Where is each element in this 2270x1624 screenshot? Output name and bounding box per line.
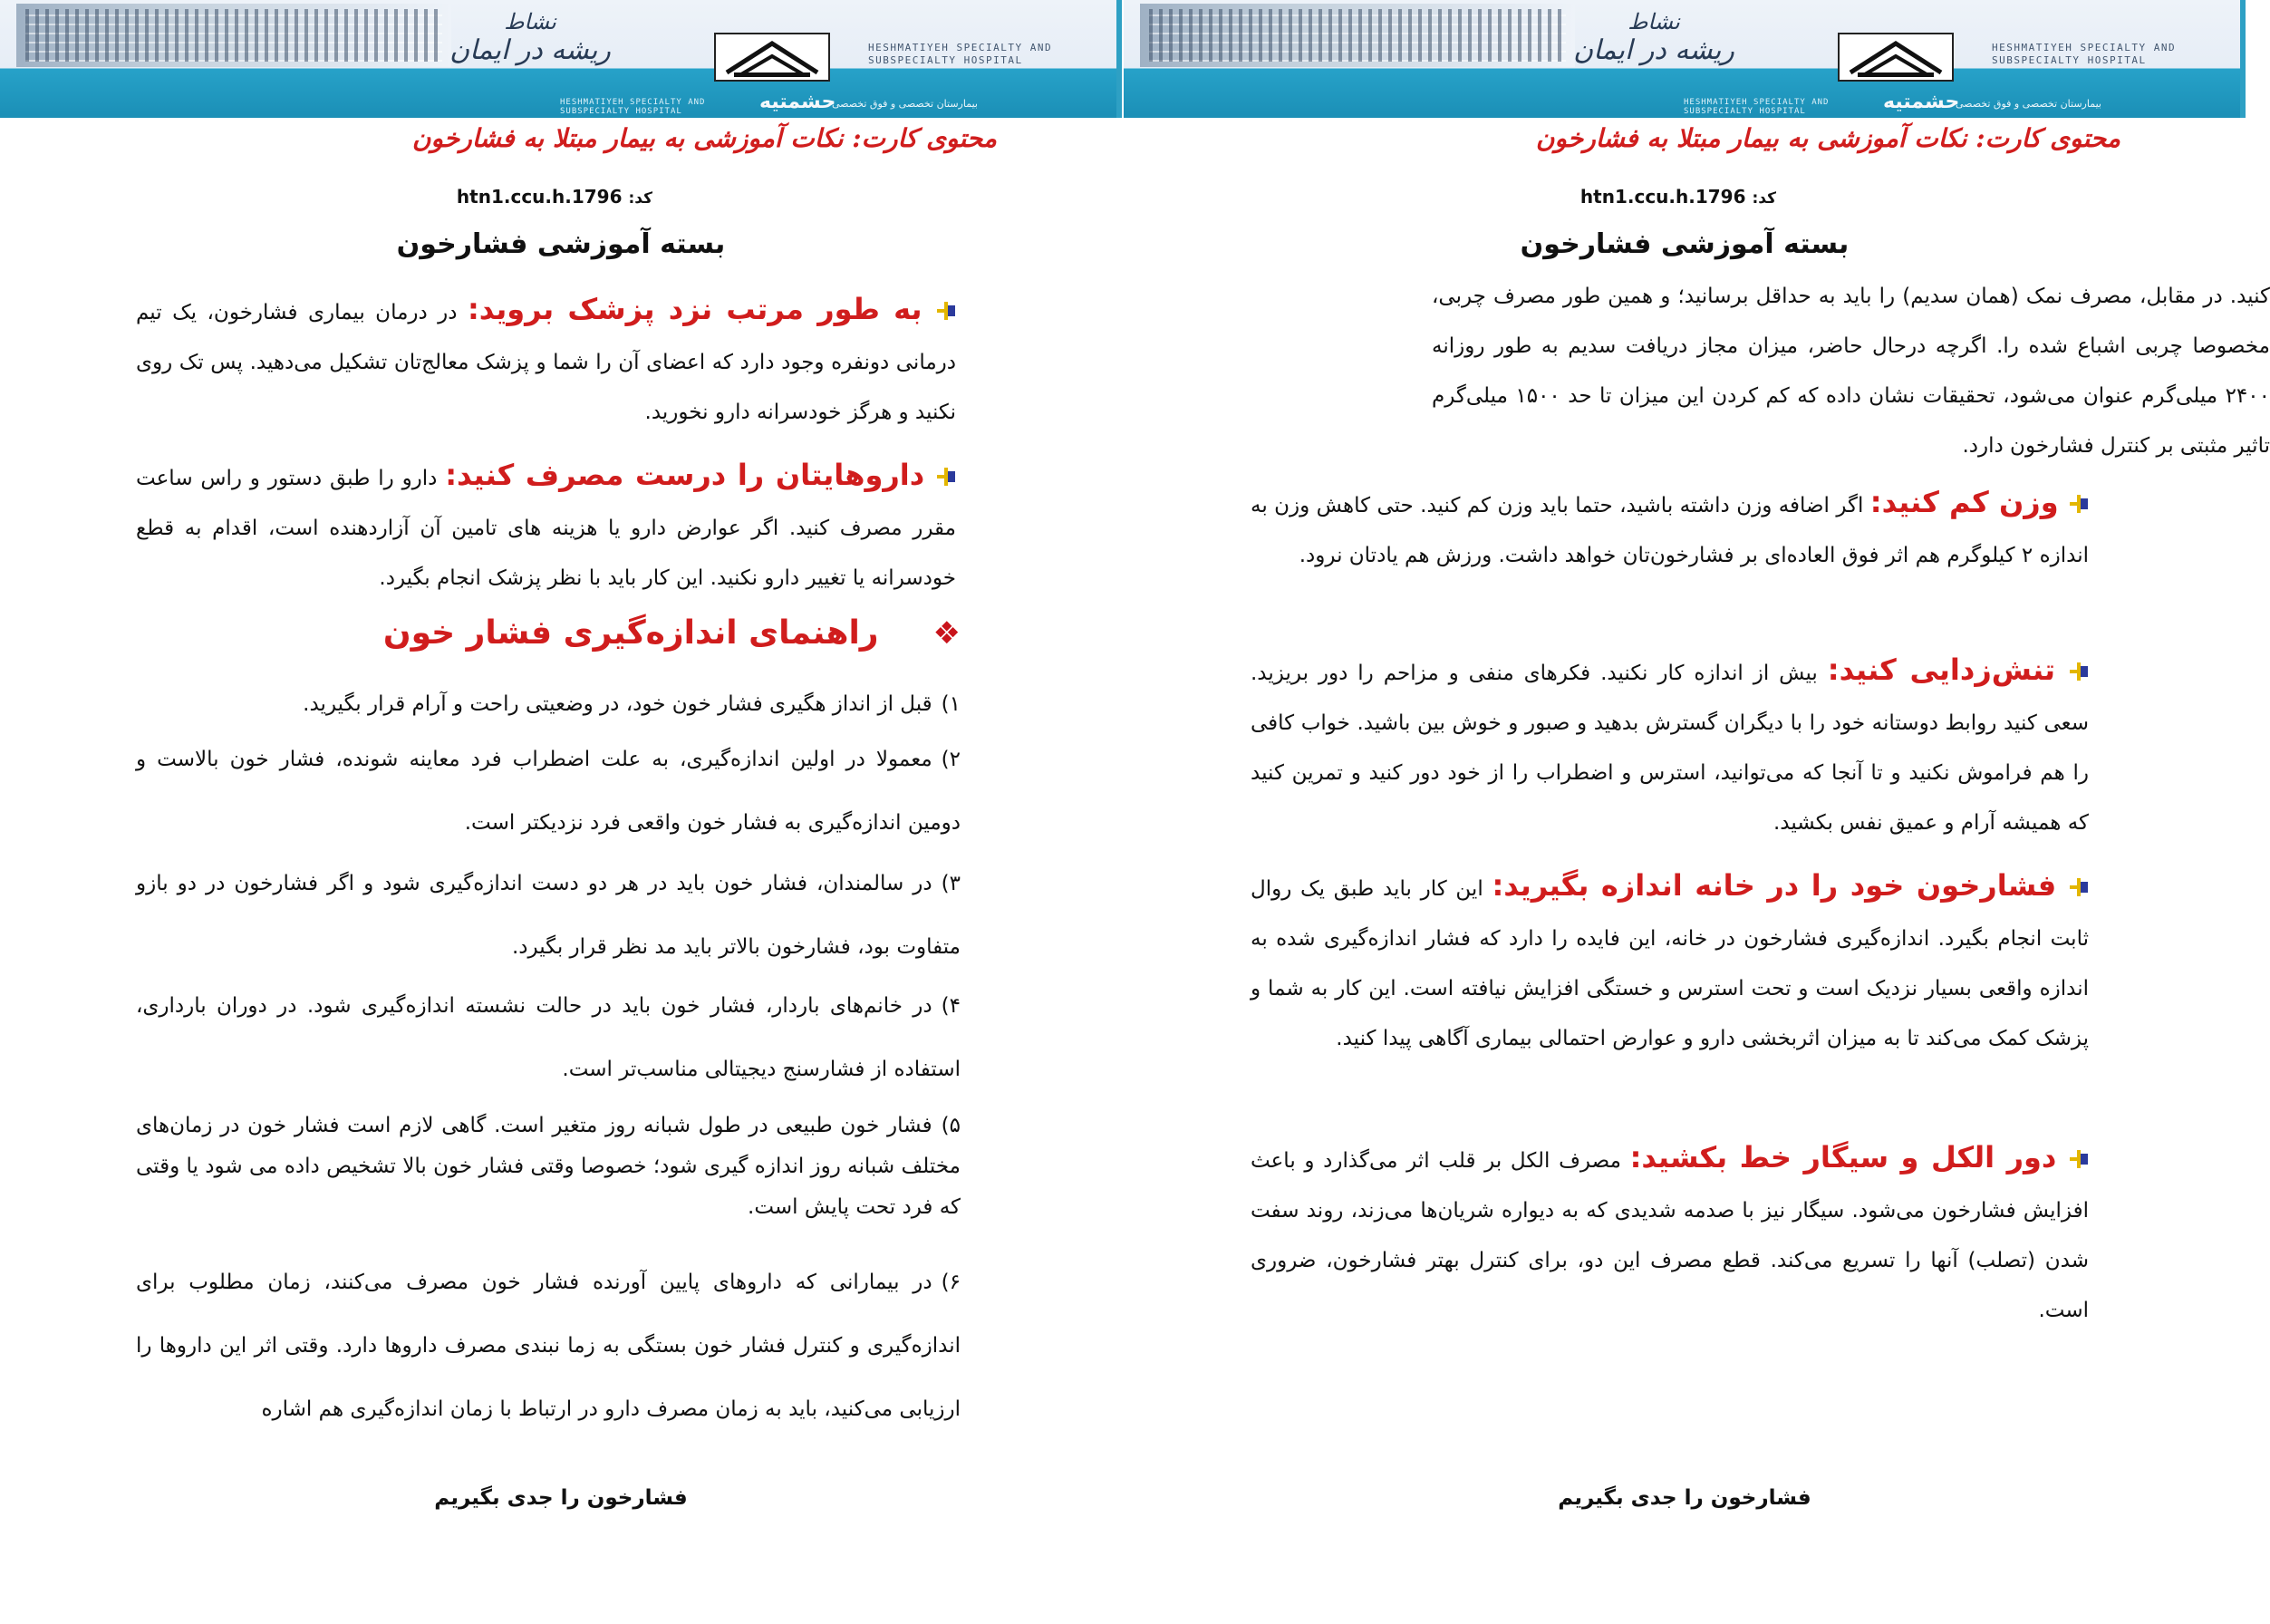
section-heading: وزن کم کنید: — [1869, 485, 2059, 519]
step-number: ۶) — [941, 1271, 961, 1294]
hospital-name-en: HESHMATIYEH SPECIALTY AND SUBSPECIALTY HOSPITAL — [1992, 42, 2177, 66]
slogan — [444, 7, 616, 65]
step-text: فشار خون طبیعی در طول شبانه روز متغیر است. گاهی لازم است فشار خون در زمان‌های مختلف شبانه روز اندازه گیری شود؛ خصوصا وقتی فشار خون بالا تشخیص داده می شود یا وقتی که فرد تحت پایش است. — [136, 1114, 961, 1219]
slogan-line2: ریشه در ایمان — [1573, 34, 1734, 66]
section-heading: به طور مرتب نزد پزشک بروید: — [467, 292, 922, 326]
bullet-icon — [936, 301, 956, 321]
code-value: htn1.ccu.h.1796 — [1579, 186, 1746, 208]
bullet-icon — [936, 467, 956, 487]
code-label: کد: — [1752, 189, 1776, 208]
slogan-line2: ریشه در ایمان — [449, 34, 611, 66]
step-text: معمولا در اولین اندازه‌گیری، به علت اضطراب فرد معاینه شونده، فشار خون بالاست و دومین اندازه‌گیری به فشار خون واقعی فرد نزدیکتر است. — [136, 748, 961, 835]
hospital-logo-text: حشمتیه — [1883, 91, 1960, 113]
guide-step — [136, 852, 961, 979]
step-number: ۱) — [941, 692, 961, 716]
hospital-logo-text: حشمتیه — [759, 91, 836, 113]
bullet-icon — [2069, 494, 2089, 514]
step-number: ۵) — [941, 1114, 961, 1137]
code-line — [1124, 186, 1776, 208]
right-page — [1124, 0, 2270, 1624]
section-medication — [136, 450, 956, 604]
section-heading: تنش‌زدایی کنید: — [1827, 652, 2056, 687]
guide-step — [136, 1106, 961, 1228]
package-title: بسته آموزشی فشارخون — [1520, 228, 1850, 260]
hospital-subtitle: بیمارستان تخصصی و فوق تخصصی — [832, 98, 978, 110]
section-visit-doctor — [136, 285, 956, 438]
hospital-subtitle: بیمارستان تخصصی و فوق تخصصی — [1956, 98, 2101, 110]
banner-edge — [2240, 0, 2246, 118]
book-emblem-icon — [1838, 33, 1954, 82]
hospital-banner — [1124, 0, 2246, 118]
step-text: قبل از انداز هگیری فشار خون خود، در وضعیتی راحت و آرام قرار بگیرید. — [303, 692, 932, 716]
section-text: این کار باید طبق یک روال ثابت انجام بگیرد. اندازه‌گیری فشارخون در خانه، این فایده را دارد که فشار اندازه‌گیری شده به اندازه واقعی بسیار نزدیک است و تحت استرس و خستگی افزایش نیافته است. این کار به شما و پزشک کمک می‌کند تا به میزان اثربخشی دارو و عوارض احتمالی بیماری آگاهی پیدا کنید. — [1251, 877, 2089, 1050]
step-text: در سالمندان، فشار خون باید در هر دو دست اندازه‌گیری شود و اگر فشارخون در دو بازو متفاوت بود، فشارخون بالاتر باید مد نظر قرار بگیرد. — [136, 872, 961, 959]
step-text: در بیمارانی که داروهای پایین آورنده فشار خون مصرف می‌کنند، زمان مطلوب برای اندازه‌گیری و کنترل فشار خون بستگی به زما نبندی مصرف داروها دارد. وقتی اثر این داروها را ارزیابی می‌کنید، باید به زمان مصرف دارو در ارتباط با زمان اندازه‌گیری هم اشاره — [136, 1271, 961, 1421]
guide-step — [136, 684, 961, 725]
section-heading: فشارخون خود را در خانه اندازه بگیرید: — [1492, 868, 2057, 903]
step-number: ۳) — [941, 872, 961, 895]
section-heading: داروهایتان را درست مصرف کنید: — [445, 458, 925, 492]
bullet-icon — [2069, 662, 2089, 682]
section-heading: دور الکل و سیگار خط بکشید: — [1629, 1140, 2057, 1174]
banner-edge — [1116, 0, 1122, 118]
guide-step — [136, 1251, 961, 1441]
code-line — [0, 186, 652, 208]
bullet-icon — [2069, 877, 2089, 897]
bullet-icon — [2069, 1149, 2089, 1169]
guide-step — [136, 728, 961, 855]
slogan-line1: نشاط — [504, 9, 556, 34]
step-text: در خانم‌های باردار، فشار خون باید در حالت نشسته اندازه‌گیری شود. در دوران بارداری، استفاده از فشارسنج دیجیتالی مناسب‌تر است. — [136, 994, 961, 1081]
section-text: دارو را طبق دستور و راس ساعت مقرر مصرف کنید. اگر عوارض دارو یا هزینه های تامین آن آزاردهنده است، اقدام به قطع خودسرانه یا تغییر دارو نکنید. این کار باید با نظر پزشک انجام بگیرد. — [136, 467, 956, 590]
section-text: مصرف الکل بر قلب اثر می‌گذارد و باعث افزایش فشارخون می‌شود. سیگار نیز با صدمه شدیدی که به دیواره شریان‌ها می‌زند، روند سفت شدن (تصلب) آنها را تسریع می‌کند. قطع مصرف این دو، برای کنترل بهتر فشارخون، ضروری است. — [1251, 1149, 2089, 1322]
diamond-bullet-icon: ❖ — [932, 615, 961, 652]
step-number: ۴) — [941, 994, 961, 1018]
intro-text: کنید. در مقابل، مصرف نمک (همان سدیم) را باید به حداقل برسانید؛ و همین طور مصرف چربی، مخصوصا چربی اشباع شده را. اگرچه درحال حاضر، میزان مجاز دریافت سدیم به طور روزانه ۲۴۰۰ میلی‌گرم عنوان می‌شود، تحقیقات نشان داده که کم کردن این میزان تا حد ۱۵۰۰ میلی‌گرم تاثیر مثبتی بر کنترل فشارخون دارد. — [1432, 285, 2270, 458]
slogan-line1: نشاط — [1628, 9, 1680, 34]
section-text: بیش از اندازه کار نکنید. فکرهای منفی و مزاحم را دور بریزید. سعی کنید روابط دوستانه خود را با دیگران گسترش بدهید و صبور و خوش بین باشید. خواب کافی را هم فراموش نکنید و تا آنجا که می‌توانید، استرس و اضطراب را از خود دور کنید و تمرین کنید که همیشه آرام و عمیق نفس بکشید. — [1251, 662, 2089, 835]
hospital-banner — [0, 0, 1122, 118]
guide-title-text: راهنمای اندازه‌گیری فشار خون — [382, 614, 879, 652]
slogan — [1568, 7, 1740, 65]
step-number: ۲) — [941, 748, 961, 771]
code-value: htn1.ccu.h.1796 — [456, 186, 623, 208]
hospital-building-image — [16, 4, 451, 67]
section-text: در درمان بیماری فشارخون، یک تیم درمانی دونفره وجود دارد که اعضای آن را شما و پزشک معالج‌تان تشکیل می‌دهید. پس تک روی نکنید و هرگز خودسرانه دارو نخورید. — [136, 301, 956, 424]
footer-slogan: فشارخون را جدی بگیریم — [434, 1486, 688, 1510]
hospital-name-en: HESHMATIYEH SPECIALTY AND SUBSPECIALTY HOSPITAL — [868, 42, 1053, 66]
section-text: اگر اضافه وزن داشته باشید، حتما باید وزن کم کنید. حتی کاهش وزن به اندازه ۲ کیلوگرم هم اثر فوق العاده‌ای بر فشارخون‌تان خواهد داشت. ورزش هم یادتان نرود. — [1251, 494, 2089, 567]
card-title: محتوی کارت: نکات آموزشی به بیمار مبتلا به فشارخون — [1535, 123, 2120, 153]
band-english-text: HESHMATIYEH SPECIALTY AND SUBSPECIALTY HOSPITAL — [560, 98, 706, 116]
guide-step — [136, 974, 961, 1101]
section-stress-relief — [1251, 645, 2089, 848]
package-title: بسته آموزشی فشارخون — [396, 228, 726, 260]
left-page — [0, 0, 1122, 1624]
book-emblem-icon — [714, 33, 830, 82]
footer-slogan: فشارخون را جدی بگیریم — [1558, 1486, 1811, 1510]
guide-title — [181, 614, 961, 652]
card-title: محتوی کارت: نکات آموزشی به بیمار مبتلا به فشارخون — [411, 123, 997, 153]
section-intro — [1251, 272, 2270, 471]
section-home-measurement — [1251, 861, 2089, 1064]
band-english-text: HESHMATIYEH SPECIALTY AND SUBSPECIALTY HOSPITAL — [1684, 98, 1830, 116]
section-alcohol-smoking — [1251, 1133, 2089, 1336]
code-label: کد: — [628, 189, 652, 208]
section-lose-weight — [1251, 478, 2089, 581]
hospital-building-image — [1140, 4, 1575, 67]
